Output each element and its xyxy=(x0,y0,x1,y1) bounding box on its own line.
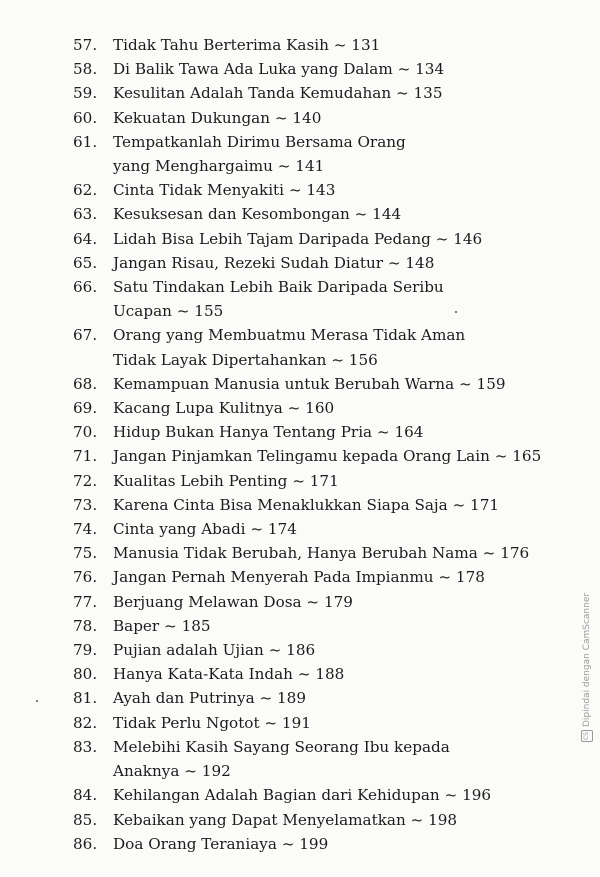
toc-entry-title xyxy=(113,735,555,783)
toc-entry-title-line: Di Balik Tawa Ada Luka yang Dalam ~ 134 xyxy=(113,60,445,79)
toc-entry-number: 67. xyxy=(73,326,98,345)
toc-entry-title xyxy=(113,469,555,493)
toc-entry-title-line: yang Menghargaimu ~ 141 xyxy=(113,157,325,176)
toc-entry-title xyxy=(113,81,555,105)
toc-entry-title-line: Tidak Layak Dipertahankan ~ 156 xyxy=(113,350,378,369)
toc-entry xyxy=(0,783,560,807)
toc-entry-title-line: Manusia Tidak Berubah, Hanya Berubah Nama ~ 176 xyxy=(113,544,530,563)
toc-entry-title-line: Baper ~ 185 xyxy=(113,616,211,635)
toc-entry xyxy=(0,711,560,735)
toc-entry-title-line: Ayah dan Putrinya ~ 189 xyxy=(113,689,306,708)
toc-entry-title xyxy=(113,711,555,735)
toc-entry-title xyxy=(113,832,555,856)
toc-entry-number: 71. xyxy=(73,447,98,466)
toc-entry-number: 58. xyxy=(73,60,98,79)
toc-entry-number: 62. xyxy=(73,181,98,200)
toc-entry-title xyxy=(113,565,555,589)
toc-entry xyxy=(0,662,560,686)
scanner-watermark-text: Dipindai dengan CamScanner xyxy=(582,592,592,727)
toc-entry xyxy=(0,420,560,444)
toc-entry-title xyxy=(113,57,555,81)
toc-entry-title xyxy=(113,33,555,57)
toc-entry-title-line: Kesulitan Adalah Tanda Kemudahan ~ 135 xyxy=(113,84,443,103)
toc-entry-number: 79. xyxy=(73,641,98,660)
toc-entry xyxy=(0,808,560,832)
toc-entry-number: 86. xyxy=(73,834,98,853)
toc-entry-title-line: Berjuang Melawan Dosa ~ 179 xyxy=(113,592,353,611)
toc-entry-title-line: Doa Orang Teraniaya ~ 199 xyxy=(113,834,329,853)
toc-entry-title-line: Jangan Pinjamkan Telingamu kepada Orang Lain ~ 165 xyxy=(113,447,542,466)
toc-entry-title xyxy=(113,202,555,226)
toc-entry-number: 80. xyxy=(73,665,98,684)
toc-entry-title xyxy=(113,106,555,130)
toc-entry-title-line: Tidak Perlu Ngotot ~ 191 xyxy=(113,713,311,732)
table-of-contents xyxy=(0,33,560,856)
toc-entry-number: 75. xyxy=(73,544,98,563)
toc-entry-title-line: Kebaikan yang Dapat Menyelamatkan ~ 198 xyxy=(113,810,458,829)
toc-entry-number: 81. xyxy=(73,689,98,708)
toc-entry-title xyxy=(113,638,555,662)
toc-entry xyxy=(0,541,560,565)
toc-entry xyxy=(0,227,560,251)
toc-entry-number: 57. xyxy=(73,36,98,54)
toc-entry xyxy=(0,323,560,371)
toc-entry xyxy=(0,372,560,396)
toc-entry-title xyxy=(113,323,555,371)
toc-entry-number: 74. xyxy=(73,520,98,539)
toc-entry-title xyxy=(113,614,555,638)
toc-entry-title-line: Kualitas Lebih Penting ~ 171 xyxy=(113,471,339,490)
toc-entry-number: 68. xyxy=(73,374,98,393)
toc-entry-title xyxy=(113,227,555,251)
toc-entry xyxy=(0,735,560,783)
toc-entry-title xyxy=(113,178,555,202)
toc-entry-title xyxy=(113,686,555,710)
toc-entry xyxy=(0,444,560,468)
toc-entry-number: 69. xyxy=(73,399,98,418)
toc-entry-number: 82. xyxy=(73,713,98,732)
toc-entry-title-line: Kesuksesan dan Kesombongan ~ 144 xyxy=(113,205,402,224)
toc-entry-number: 61. xyxy=(73,132,98,151)
toc-entry-number: 76. xyxy=(73,568,98,587)
toc-entry-title xyxy=(113,372,555,396)
toc-entry-title xyxy=(113,251,555,275)
toc-entry xyxy=(0,469,560,493)
toc-entry-title-line: Anaknya ~ 192 xyxy=(113,762,231,781)
toc-entry-title-line: Tempatkanlah Dirimu Bersama Orang xyxy=(113,132,406,151)
toc-entry xyxy=(0,565,560,589)
toc-entry-title-line: Kacang Lupa Kulitnya ~ 160 xyxy=(113,399,335,418)
toc-entry-number: 65. xyxy=(73,253,98,272)
toc-entry xyxy=(0,57,560,81)
toc-entry-title-line: Karena Cinta Bisa Menaklukkan Siapa Saja ~ 171 xyxy=(113,495,500,514)
toc-entry-title-line: Pujian adalah Ujian ~ 186 xyxy=(113,641,316,660)
toc-entry xyxy=(0,33,560,57)
toc-entry-title-line: Melebihi Kasih Sayang Seorang Ibu kepada xyxy=(113,737,450,756)
toc-entry-title xyxy=(113,662,555,686)
toc-entry-title-line: Satu Tindakan Lebih Baik Daripada Seribu xyxy=(113,278,444,297)
toc-entry-number: 70. xyxy=(73,423,98,442)
toc-entry xyxy=(0,493,560,517)
toc-entry-number: 60. xyxy=(73,108,98,127)
scan-speck xyxy=(36,700,38,702)
toc-entry-number: 59. xyxy=(73,84,98,103)
toc-entry-title-line: Jangan Risau, Rezeki Sudah Diatur ~ 148 xyxy=(113,253,435,272)
toc-entry-title-line: Kemampuan Manusia untuk Berubah Warna ~ 159 xyxy=(113,374,506,393)
toc-entry xyxy=(0,81,560,105)
toc-entry xyxy=(0,832,560,856)
toc-entry xyxy=(0,590,560,614)
toc-entry-title-line: Kekuatan Dukungan ~ 140 xyxy=(113,108,322,127)
toc-entry-title-line: Hanya Kata-Kata Indah ~ 188 xyxy=(113,665,345,684)
toc-entry xyxy=(0,202,560,226)
camscanner-logo-icon: CS xyxy=(581,730,593,742)
toc-entry xyxy=(0,686,560,710)
toc-entry-title xyxy=(113,275,555,323)
toc-entry-title xyxy=(113,517,555,541)
scan-speck xyxy=(455,311,457,313)
toc-entry-number: 78. xyxy=(73,616,98,635)
toc-entry-title xyxy=(113,420,555,444)
toc-entry-title xyxy=(113,493,555,517)
toc-entry-title xyxy=(113,541,555,565)
toc-entry-title-line: Cinta yang Abadi ~ 174 xyxy=(113,520,297,539)
toc-entry-title xyxy=(113,444,555,468)
toc-entry xyxy=(0,178,560,202)
toc-entry xyxy=(0,517,560,541)
toc-entry-title xyxy=(113,396,555,420)
toc-entry xyxy=(0,251,560,275)
toc-entry-title-line: Hidup Bukan Hanya Tentang Pria ~ 164 xyxy=(113,423,424,442)
toc-entry-number: 66. xyxy=(73,278,98,297)
toc-entry-number: 84. xyxy=(73,786,98,805)
toc-entry-title-line: Jangan Pernah Menyerah Pada Impianmu ~ 178 xyxy=(113,568,485,587)
toc-entry xyxy=(0,614,560,638)
toc-entry-title-line: Kehilangan Adalah Bagian dari Kehidupan ~ 196 xyxy=(113,786,492,805)
toc-entry-number: 85. xyxy=(73,810,98,829)
toc-entry-number: 63. xyxy=(73,205,98,224)
toc-entry-title-line: Orang yang Membuatmu Merasa Tidak Aman xyxy=(113,326,466,345)
toc-entry-title xyxy=(113,590,555,614)
toc-entry xyxy=(0,106,560,130)
toc-entry-title xyxy=(113,130,555,178)
toc-entry xyxy=(0,396,560,420)
toc-entry-number: 83. xyxy=(73,737,98,756)
toc-entry-number: 72. xyxy=(73,471,98,490)
toc-entry xyxy=(0,638,560,662)
toc-entry-title-line: Ucapan ~ 155 xyxy=(113,302,224,321)
toc-entry-number: 77. xyxy=(73,592,98,611)
toc-entry-number: 73. xyxy=(73,495,98,514)
toc-entry-title-line: Lidah Bisa Lebih Tajam Daripada Pedang ~ 146 xyxy=(113,229,483,248)
toc-entry-title-line: Cinta Tidak Menyakiti ~ 143 xyxy=(113,181,336,200)
toc-entry-title xyxy=(113,783,555,807)
toc-entry xyxy=(0,275,560,323)
toc-entry-title-line: Tidak Tahu Berterima Kasih ~ 131 xyxy=(113,36,381,54)
toc-entry-number: 64. xyxy=(73,229,98,248)
toc-entry-title xyxy=(113,808,555,832)
scanner-watermark xyxy=(581,593,593,742)
toc-entry xyxy=(0,130,560,178)
